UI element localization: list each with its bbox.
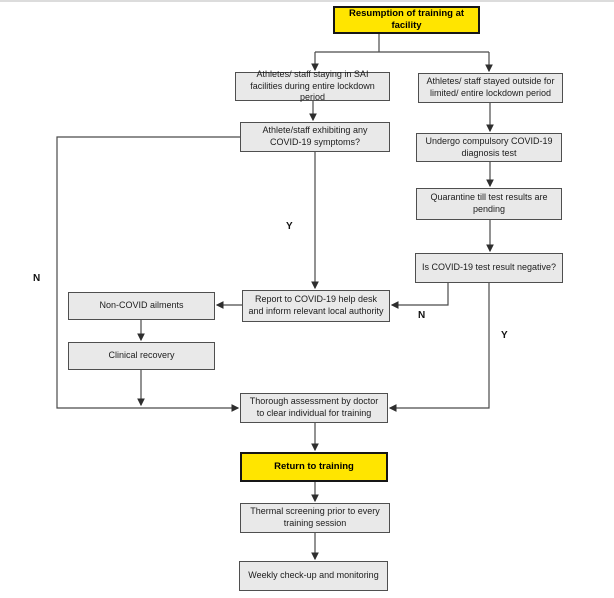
node-non-covid-ailments: Non-COVID ailments (68, 292, 215, 320)
edge-label-symptoms-no: N (33, 273, 41, 284)
edge-label-symptoms-yes: Y (286, 221, 293, 232)
node-exhibiting-symptoms: Athlete/staff exhibiting any COVID-19 symptoms? (240, 122, 390, 152)
node-staying-sai-facilities: Athletes/ staff staying in SAI facilities during entire lockdown period (235, 72, 390, 101)
node-report-help-desk: Report to COVID-19 help desk and inform relevant local authority (242, 290, 390, 322)
edge-negative-yes-to-assessment (390, 283, 489, 408)
node-thermal-screening: Thermal screening prior to every training session (240, 503, 390, 533)
node-resumption-of-training: Resumption of training at facility (333, 6, 480, 34)
node-return-to-training: Return to training (240, 452, 388, 482)
node-test-result-negative: Is COVID-19 test result negative? (415, 253, 563, 283)
node-weekly-checkup: Weekly check-up and monitoring (239, 561, 388, 591)
edge-label-negative-yes: Y (501, 330, 508, 341)
edge-label-negative-no: N (418, 310, 426, 321)
node-doctor-assessment: Thorough assessment by doctor to clear individual for training (240, 393, 388, 423)
node-stayed-outside: Athletes/ staff stayed outside for limited/ entire lockdown period (418, 73, 563, 103)
edge-negative-no-to-report (392, 283, 448, 305)
node-undergo-test: Undergo compulsory COVID-19 diagnosis test (416, 133, 562, 162)
node-clinical-recovery: Clinical recovery (68, 342, 215, 370)
node-quarantine-pending: Quarantine till test results are pending (416, 188, 562, 220)
